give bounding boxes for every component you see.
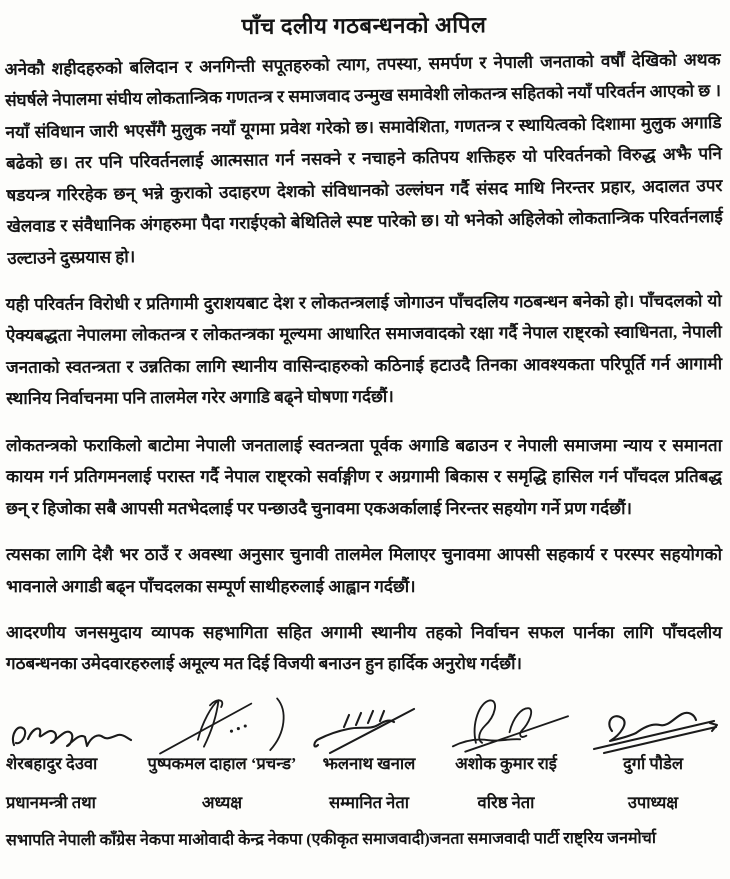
signatory-role: सम्मानित नेता: [328, 792, 410, 812]
signatory-name: पुष्पकमल दाहाल ‘प्रचन्ड’: [147, 753, 297, 773]
signatory-khanal: [310, 695, 428, 813]
signatory-paudel: [584, 695, 722, 813]
paragraph-2: यही परिवर्तन विरोधी र प्रतिगामी दुराशयबाट देश र लोकतन्त्रलाई जोगाउन पाँचदलिय गठबन्धन बनेको हो। पाँचदलको यो ऐक्यबद्धता नेपालमा लोकतन्त्र र लोकतन्त्रका मूल्यमा आधारित समाजवादको रक्षा गर्दै नेपाल राष्ट्रको स्वाधिनता, नेपाली जनताको स्वतन्त्रता र उन्नतिका लागि स्थानीय वासिन्दाहरुको कठिनाई हटाउदै तिनका आवश्यकता परिपूर्ति गर्न आगामी स्थानिय निर्वाचनमा पनि तालमेल गरेर अगाडि बढ्ने घोषणा गर्दछौं।: [5, 291, 723, 409]
signatory-name: अशोक कुमार राई: [455, 753, 557, 773]
paragraph-1: अनेकौ शहीदहरुको बलिदान र अनगिन्ती सपूतहरुको त्याग, तपस्या, समर्पण र नेपाली जनताको वर्षौं देखिको अथक संघर्षले नेपालमा संघीय लोकतान्त्रिक गणतन्त्र र समाजवाद उन्मुख समावेशी लोकतन्त्र सहितको नयाँ परिवर्तन आएको छ । नयाँ संविधान जारी भएसँगै मुलुक नयाँ यूगमा प्रवेश गरेको छ। समावेशिता, गणतन्त्र र स्थायित्वको दिशामा मुलुक अगाडि बढेको छ। तर पनि परिवर्तनलाई आत्मसात गर्न नसक्ने र नचाहने कतिपय शक्तिहरु यो परिवर्तनको विरुद्ध अझै पनि षडयन्त्र गरिरहेक छन् भन्ने कुराको उदाहरण देशको संविधानको उल्लंघन गर्दै संसद माथि निरन्तर प्रहार, अदालत उपर खेलवाड र संवैधानिक अंगहरुमा पैदा गराईएको बेथितिले स्पष्ट पारेको छ। यो भनेको अहिलेको लोकतान्त्रिक परिवर्तनलाई उल्टाउने दुस्प्रयास हो।: [4, 50, 723, 268]
signatory-role: उपाध्यक्ष: [627, 792, 679, 812]
signature-block: [6, 695, 722, 813]
party-list-footer: सभापति नेपाली काँग्रेस नेकपा माओवादी केन्द्र नेकपा (एकीकृत समाजवादी)जनता समाजवादी पार्टी राष्ट्रिय जनमोर्चा: [5, 829, 657, 850]
paragraph-4: त्यसका लागि देशै भर ठाउँ र अवस्था अनुसार चुनावी तालमेल मिलाएर चुनावमा आपसी सहकार्य र परस्पर सहयोगको भावनाले अगाडी बढ्न पाँचदलका सम्पूर्ण साथीहरुलाई आह्वान गर्दछौं।: [6, 545, 722, 596]
signatory-rai: [432, 695, 580, 813]
paragraph-5: आदरणीय जनसमुदाय व्यापक सहभागिता सहित अगामी स्थानीय तहको निर्वाचन सफल पार्नका लागि पाँचदलीय गठबन्धनका उमेदवारहरुलाई अमूल्य मत दिई विजयी बनाउन हुन हार्दिक अनुरोध गर्दछौं।: [6, 623, 722, 674]
paragraph-3: लोकतन्त्रको फराकिलो बाटोमा नेपाली जनतालाई स्वतन्त्रता पूर्वक अगाडि बढाउन र नेपाली समाजमा न्याय र समानता कायम गर्न प्रतिगमनलाई परास्त गर्दै नेपाल राष्ट्रको सर्वाङ्गीण र अग्रगामी बिकास र समृद्धि हासिल गर्न पाँचदल प्रतिबद्ध छन् र हिजोका सबै आपसी मतभेदलाई पर पन्छाउदै चुनावमा एकअर्कालाई निरन्तर सहयोग गर्ने प्रण गर्दछौं।: [6, 435, 722, 518]
signature-dahal-icon: [138, 695, 306, 757]
signature-paudel-icon: [584, 697, 722, 757]
signatory-role: वरिष्ठ नेता: [477, 792, 535, 812]
signatory-role: अध्यक्ष: [201, 792, 243, 812]
signatory-name: झलनाथ खनाल: [322, 753, 416, 773]
signatory-name: शेरबहादुर देउवा: [6, 753, 98, 773]
signatory-deuba: [6, 695, 134, 813]
signature-khanal-icon: [310, 699, 428, 757]
signatory-name: दुर्गा पौडेल: [622, 753, 684, 773]
signatory-dahal: [138, 695, 306, 813]
signature-rai-icon: [432, 695, 580, 757]
signatory-role: प्रधानमन्त्री तथा: [6, 792, 96, 812]
document-title: पाँच दलीय गठबन्धनको अपिल: [241, 12, 487, 39]
